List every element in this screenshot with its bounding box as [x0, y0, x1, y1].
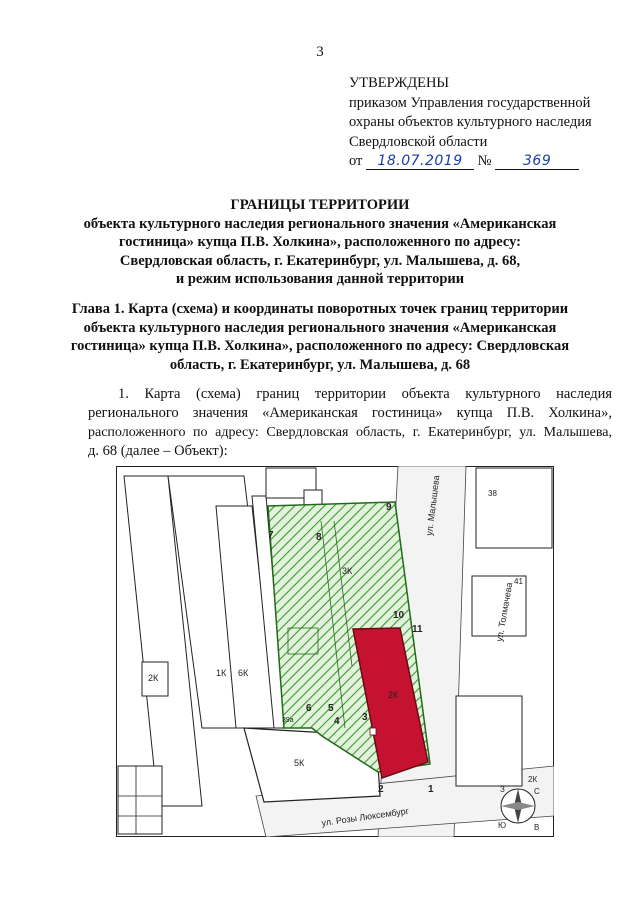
compass-north: С	[534, 787, 540, 796]
street-label-tolmacheva: ул. Толмачева	[494, 581, 515, 643]
street-label-malysheva: ул. Малышева	[424, 474, 442, 537]
compass-west: З	[500, 785, 505, 794]
territory-map	[116, 466, 554, 837]
point-label: 8	[316, 532, 322, 543]
approval-line-3: Свердловской области	[349, 133, 488, 150]
title-line-2: объекта культурного наследия регионального значения «Американская	[83, 215, 557, 232]
approval-date: 18.07.2019	[366, 154, 474, 170]
chapter-line-1: Глава 1. Карта (схема) и координаты поворотных точек границ территории	[71, 301, 569, 317]
title-line-4: Свердловская область, г. Екатеринбург, ул. Малышева, д. 68,	[119, 252, 521, 269]
approval-heading: УТВЕРЖДЕНЫ	[349, 75, 450, 91]
approval-date-line	[349, 152, 619, 172]
paragraph-line-2: регионального значения «Американская гостиница» купца П.В. Холкина»,	[88, 405, 612, 421]
building-label: 5К	[294, 758, 305, 768]
point-label: 6	[306, 703, 312, 714]
building-label: 3К	[342, 566, 353, 576]
object-marker	[370, 728, 376, 735]
building-label: 2К	[148, 673, 159, 683]
number-prefix: №	[477, 153, 492, 169]
chapter-line-2: объекта культурного наследия регионального значения «Американская	[83, 319, 557, 336]
chapter-line-3: гостиница» купца П.В. Холкина», расположенного по адресу: Свердловская	[70, 338, 570, 354]
page-number: 3	[316, 44, 324, 60]
document-title	[60, 196, 580, 289]
small-label: 41	[514, 577, 523, 586]
building-label: 1К	[216, 668, 227, 678]
approval-number: 369	[495, 154, 579, 170]
date-prefix: от	[349, 153, 363, 169]
title-line-5: и режим использования данной территории	[175, 271, 465, 287]
approval-line-2: охраны объектов культурного наследия	[349, 114, 592, 130]
point-label: 5	[328, 703, 334, 714]
paragraph-line-3: расположенного по адресу: Свердловская область, г. Екатеринбург, ул. Малышева,	[88, 425, 612, 440]
territory-map-svg	[116, 466, 554, 837]
paragraph-line-4: д. 68 (далее – Объект):	[88, 443, 228, 459]
point-label: 1	[428, 784, 434, 795]
title-line-1: ГРАНИЦЫ ТЕРРИТОРИИ	[230, 197, 410, 213]
chapter-heading	[40, 300, 600, 374]
building-label: 6К	[238, 668, 249, 678]
small-label: 2К	[528, 775, 538, 784]
paragraph-1	[88, 385, 612, 461]
chapter-line-4: область, г. Екатеринбург, ул. Малышева, д. 68	[169, 356, 471, 373]
building-label: 2К	[388, 690, 399, 700]
approval-line-1: приказом Управления государственной	[349, 94, 591, 111]
point-label: 4	[334, 716, 340, 727]
point-label: 10	[393, 610, 405, 621]
point-label: 11	[412, 624, 423, 635]
street-label-rozy: ул. Розы Люксембург	[320, 805, 410, 828]
building-outline	[476, 468, 552, 548]
building-outline	[118, 766, 162, 834]
small-label: 38	[488, 489, 497, 498]
building-outline	[456, 696, 522, 786]
approval-block	[349, 74, 619, 172]
point-label: 3	[362, 712, 368, 723]
compass-south: Ю	[498, 821, 507, 830]
paragraph-line-1: 1. Карта (схема) границ территории объекта культурного наследия	[118, 386, 612, 402]
title-line-3: гостиница» купца П.В. Холкина», расположенного по адресу:	[118, 234, 522, 250]
compass-east: В	[534, 823, 540, 832]
point-label: 2	[378, 784, 384, 795]
point-label: 9	[386, 502, 392, 513]
point-label: 7	[268, 530, 274, 541]
small-label: 39а	[282, 717, 294, 724]
